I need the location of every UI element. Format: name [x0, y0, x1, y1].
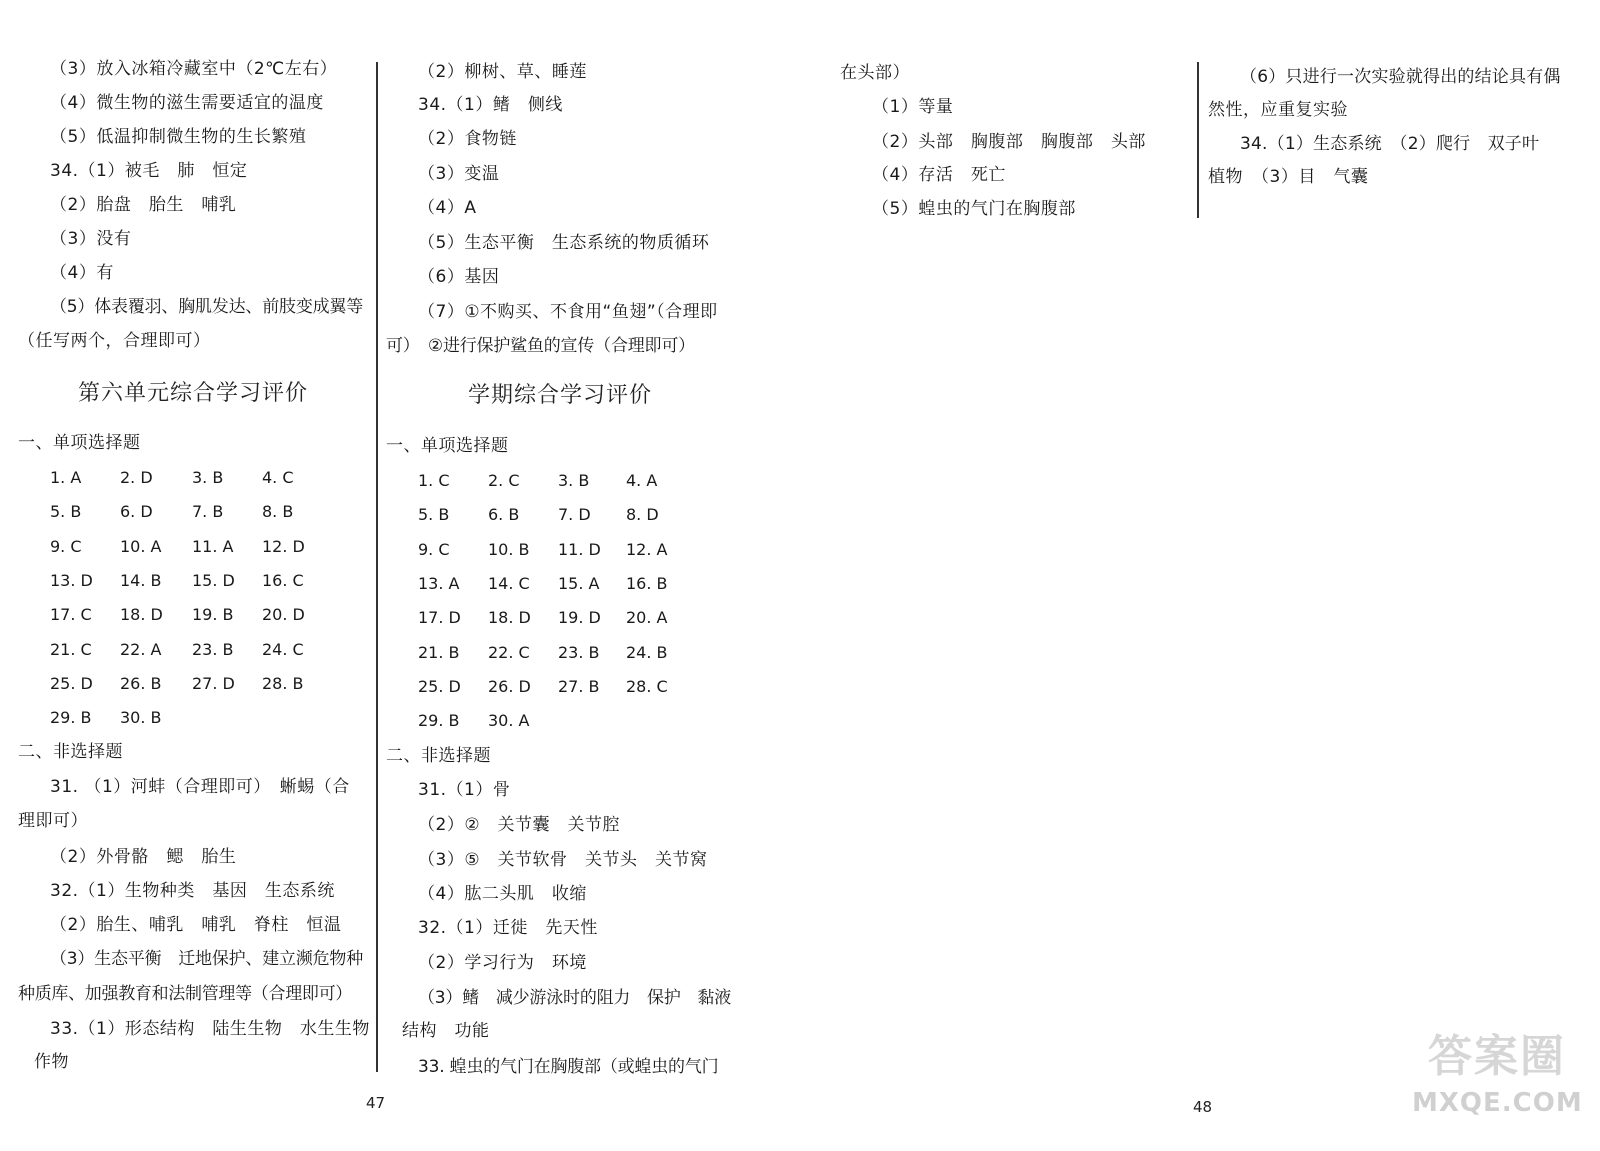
answer-item: 28. C [626, 676, 668, 696]
answer-item: 12. A [626, 539, 668, 559]
col1-line: （任写两个，合理即可） [18, 331, 211, 351]
answer-item: 25. D [50, 673, 93, 693]
answer-item: 23. B [192, 639, 234, 659]
col2-line: （4）A [418, 198, 477, 218]
answer-item: 8. B [262, 502, 294, 522]
col2-line: （2）② 关节囊 关节腔 [418, 815, 621, 835]
answer-item: 3. B [558, 471, 590, 490]
col2-line: （2）学习行为 环境 [418, 953, 587, 973]
answer-item: 13. D [50, 570, 93, 590]
col1-line: （4）微生物的滋生需要适宜的温度 [50, 93, 324, 113]
answer-item: 9. C [418, 539, 450, 559]
answer-item: 4. A [626, 471, 658, 490]
section-title: 第六单元综合学习评价 [78, 381, 309, 406]
col1-line: （2）胎盘 胎生 哺乳 [50, 195, 237, 215]
col1-line: （5）低温抑制微生物的生长繁殖 [50, 127, 307, 147]
watermark-logo [1412, 1027, 1582, 1145]
answer-item: 16. C [262, 570, 304, 590]
answer-item: 21. C [50, 639, 92, 659]
col2-line: （4）肱二头肌 收缩 [418, 884, 587, 904]
col2-line: （2）柳树、草、睡莲 [418, 62, 587, 82]
watermark-text: 答案圈 [1428, 1031, 1566, 1082]
column-1 [0, 0, 380, 1151]
col2-line: 结构 功能 [402, 1021, 490, 1041]
answer-item: 22. A [120, 639, 162, 659]
answer-item: 22. C [488, 642, 530, 662]
col1-line: （5）体表覆羽、胸肌发达、前肢变成翼等 [50, 297, 364, 317]
answer-item: 27. D [192, 673, 235, 693]
answer-item: 24. C [262, 639, 304, 659]
answer-item: 14. C [488, 573, 530, 593]
col1-line: （2）胎生、哺乳 哺乳 脊柱 恒温 [50, 915, 342, 935]
answer-item: 15. A [558, 573, 600, 593]
column-2 [380, 0, 780, 1151]
col1-line: 理即可） [18, 811, 88, 831]
col1-line: 31. （1）河蚌（合理即可） 蜥蜴（合 [50, 777, 350, 797]
section-heading: 一、单项选择题 [18, 433, 141, 453]
section-title: 学期综合学习评价 [468, 383, 653, 408]
col3-line: 在头部） [840, 63, 910, 83]
answer-item: 3. B [192, 468, 224, 487]
col3-line: （4）存活 死亡 [872, 165, 1006, 185]
answer-item: 29. B [50, 708, 92, 728]
answer-item: 7. D [558, 505, 591, 525]
answer-item: 28. B [262, 673, 304, 693]
answer-item: 8. D [626, 505, 659, 525]
answer-item: 26. D [488, 676, 531, 696]
answer-item: 14. B [120, 570, 162, 590]
answer-item: 5. B [418, 505, 450, 525]
answer-item: 1. A [50, 468, 82, 487]
answer-item: 18. D [120, 605, 163, 625]
answer-item: 12. D [262, 536, 305, 556]
col2-line: 可） ②进行保护鲨鱼的宣传（合理即可） [386, 336, 695, 356]
col1-line: 种质库、加强教育和法制管理等（合理即可） [18, 984, 352, 1004]
answer-item: 10. B [488, 539, 530, 559]
col1-line: 33.（1）形态结构 陆生生物 水生生物 [50, 1019, 370, 1039]
col2-line: （3）变温 [418, 164, 500, 184]
answer-item: 24. B [626, 642, 668, 662]
answer-item: 2. C [488, 471, 520, 490]
answer-item: 26. B [120, 673, 162, 693]
column-3 [830, 0, 1200, 1151]
col1-line: （2）外骨骼 鳃 胎生 [50, 847, 237, 867]
col2-line: （3）鳍 减少游泳时的阻力 保护 黏液 [418, 988, 732, 1008]
answer-item: 6. D [120, 502, 153, 522]
answer-item: 9. C [50, 536, 82, 556]
answer-item: 18. D [488, 608, 531, 628]
col2-line: 32.（1）迁徙 先天性 [418, 918, 598, 938]
col3-line: （1）等量 [872, 97, 954, 117]
col2-line: 33. 蝗虫的气门在胸腹部（或蝗虫的气门 [418, 1057, 719, 1077]
section-heading: 二、非选择题 [18, 742, 123, 762]
col1-line: 作物 [34, 1052, 69, 1072]
col2-line: （7）①不购买、不食用“鱼翅”（合理即 [418, 302, 718, 322]
answer-item: 1. C [418, 471, 450, 490]
col2-line: （3）⑤ 关节软骨 关节头 关节窝 [418, 850, 708, 870]
col2-line: 34.（1）鳍 侧线 [418, 95, 563, 115]
page-number: 47 [366, 1094, 386, 1112]
section-heading: 二、非选择题 [386, 746, 491, 766]
answer-item: 20. A [626, 608, 668, 628]
answer-item: 4. C [262, 468, 294, 487]
answer-item: 15. D [192, 570, 235, 590]
answer-item: 5. B [50, 502, 82, 522]
answer-item: 25. D [418, 676, 461, 696]
answer-item: 23. B [558, 642, 600, 662]
section-heading: 一、单项选择题 [386, 436, 509, 456]
answer-item: 29. B [418, 711, 460, 731]
answer-item: 17. C [50, 605, 92, 625]
col3-line: （2）头部 胸腹部 胸腹部 头部 [872, 132, 1146, 152]
col1-line: （3）放入冰箱冷藏室中（2℃左右） [50, 59, 338, 79]
answer-item: 21. B [418, 642, 460, 662]
answer-item: 19. D [558, 608, 601, 628]
watermark-url: MXQE.COM [1412, 1088, 1583, 1118]
column-divider [376, 62, 378, 1072]
answer-item: 17. D [418, 608, 461, 628]
answer-item: 19. B [192, 605, 234, 625]
col2-line: （2）食物链 [418, 129, 517, 149]
col1-line: 34.（1）被毛 肺 恒定 [50, 161, 248, 181]
col1-line: （4）有 [50, 263, 114, 283]
answer-item: 16. B [626, 573, 668, 593]
answer-item: 13. A [418, 573, 460, 593]
col1-line: 32.（1）生物种类 基因 生态系统 [50, 881, 335, 901]
answer-item: 20. D [262, 605, 305, 625]
answer-item: 11. A [192, 536, 234, 556]
col2-line: （5）生态平衡 生态系统的物质循环 [418, 233, 710, 253]
column-divider [1197, 62, 1199, 218]
col1-line: （3）生态平衡 迁地保护、建立濒危物种 [50, 949, 364, 969]
column-4 [1200, 0, 1600, 1151]
col2-line: （6）基因 [418, 267, 500, 287]
col3-line: （5）蝗虫的气门在胸腹部 [872, 199, 1076, 219]
col4-line: 植物 （3）目 气囊 [1208, 167, 1369, 187]
col2-line: 31.（1）骨 [418, 780, 511, 800]
answer-item: 10. A [120, 536, 162, 556]
col4-line: 34.（1）生态系统 （2）爬行 双子叶 [1240, 134, 1540, 154]
col4-line: 然性，应重复实验 [1208, 100, 1348, 120]
answer-item: 30. A [488, 711, 530, 731]
answer-item: 30. B [120, 708, 162, 728]
answer-item: 27. B [558, 676, 600, 696]
col1-line: （3）没有 [50, 229, 132, 249]
answer-item: 11. D [558, 539, 601, 559]
answer-item: 6. B [488, 505, 520, 525]
page-number: 48 [1193, 1098, 1213, 1116]
answer-item: 2. D [120, 468, 153, 487]
col4-line: （6）只进行一次实验就得出的结论具有偶 [1240, 67, 1561, 87]
answer-item: 7. B [192, 502, 224, 522]
